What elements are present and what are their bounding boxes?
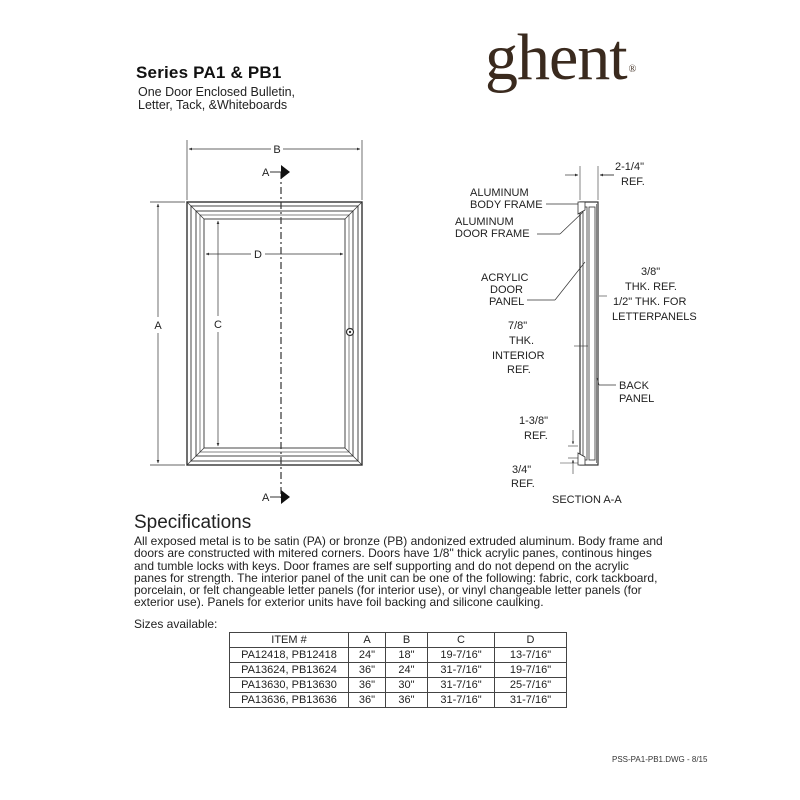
- registered-mark: ®: [628, 64, 636, 75]
- table-row: [230, 648, 567, 663]
- table-row: [230, 678, 567, 693]
- label-thk-4: LETTERPANELS: [612, 311, 697, 323]
- cell-c: 19-7/16": [428, 648, 495, 663]
- specifications-heading: Specifications: [134, 512, 252, 533]
- cell-a: 36": [349, 663, 386, 678]
- label-34-1: 3/4": [512, 464, 532, 476]
- section-caption: SECTION A-A: [552, 494, 622, 506]
- section-view-labels: [455, 161, 697, 506]
- section-mark-bottom: A: [262, 492, 270, 504]
- section-mark-top: A: [262, 167, 270, 179]
- sizes-table: [229, 632, 567, 708]
- cell-b: 36": [386, 693, 428, 708]
- header-b: B: [386, 633, 428, 648]
- label-back-2: PANEL: [619, 393, 655, 405]
- label-body-frame-2: BODY FRAME: [470, 199, 543, 211]
- sizes-label: Sizes available:: [134, 617, 218, 631]
- cell-d: 13-7/16": [495, 648, 567, 663]
- cell-item: PA13636, PB13636: [230, 693, 349, 708]
- header-a: A: [349, 633, 386, 648]
- drawing-reference: PSS-PA1-PB1.DWG - 8/15: [612, 755, 708, 764]
- cell-d: 25-7/16": [495, 678, 567, 693]
- cell-item: PA13624, PB13624: [230, 663, 349, 678]
- cell-b: 24": [386, 663, 428, 678]
- label-thk-2: THK. REF.: [625, 281, 677, 293]
- label-interior-1: 7/8": [508, 320, 528, 332]
- header-c: C: [428, 633, 495, 648]
- specifications-body: All exposed metal is to be satin (PA) or bronze (PB) andonized extruded aluminum. Body frame and doors are constructed with mitered corners. Doors have 1/8" thick acrylic panes, continous hinges and tumble locks with keys. Door frames are self supporting and do not depend on the acrylic panes for strength. The interior panel of the unit can be one of the following: fabric, cork tackboard, porcelain, or felt changeable letter panels (for interior use), or vinyl changeable letter panels (for exterior use). Panels for exterior units have foil backing and silicone caulking.: [134, 534, 663, 610]
- label-thk-3: 1/2" THK. FOR: [613, 296, 687, 308]
- label-34-2: REF.: [511, 478, 535, 490]
- acrylic-panel: [583, 207, 587, 460]
- label-body-frame-1: ALUMINUM: [470, 187, 529, 199]
- table-row: [230, 693, 567, 708]
- outer-frame: [187, 202, 362, 465]
- cell-item: PA13630, PB13630: [230, 678, 349, 693]
- cell-a: 24": [349, 648, 386, 663]
- label-back-1: BACK: [619, 380, 649, 392]
- table-row: [230, 663, 567, 678]
- front-view-labels: [154, 144, 280, 504]
- label-thk-1: 3/8": [641, 266, 661, 278]
- door-frame: [200, 215, 349, 452]
- cell-c: 31-7/16": [428, 663, 495, 678]
- label-interior-3: INTERIOR: [492, 350, 545, 362]
- label-c: C: [214, 319, 222, 331]
- cell-d: 31-7/16": [495, 693, 567, 708]
- logo-wordmark: ghent: [485, 21, 627, 94]
- label-a: A: [154, 320, 162, 332]
- cell-b: 18": [386, 648, 428, 663]
- label-depth-ref: REF.: [621, 176, 645, 188]
- label-138-2: REF.: [524, 430, 548, 442]
- header-item: ITEM #: [230, 633, 349, 648]
- label-b: B: [273, 144, 281, 156]
- cell-c: 31-7/16": [428, 678, 495, 693]
- label-138-1: 1-3/8": [519, 415, 548, 427]
- cell-d: 19-7/16": [495, 663, 567, 678]
- label-interior-4: REF.: [507, 364, 531, 376]
- label-acrylic-3: PANEL: [489, 296, 525, 308]
- series-title: Series PA1 & PB1: [136, 63, 282, 82]
- label-d: D: [254, 249, 262, 261]
- cell-b: 30": [386, 678, 428, 693]
- cell-a: 36": [349, 693, 386, 708]
- label-acrylic-2: DOOR: [490, 284, 523, 296]
- cell-c: 31-7/16": [428, 693, 495, 708]
- series-subtitle-line2: Letter, Tack, &Whiteboards: [138, 98, 288, 112]
- cell-item: PA12418, PB12418: [230, 648, 349, 663]
- interior-panel-section: [589, 207, 595, 460]
- series-subtitle-line1: One Door Enclosed Bulletin,: [138, 85, 296, 99]
- label-door-frame-2: DOOR FRAME: [455, 228, 530, 240]
- interior-panel: [204, 219, 345, 448]
- label-interior-2: THK.: [509, 335, 535, 347]
- label-door-frame-1: ALUMINUM: [455, 216, 514, 228]
- cell-a: 36": [349, 678, 386, 693]
- header-d: D: [495, 633, 567, 648]
- front-view: [150, 140, 362, 504]
- label-depth: 2-1/4": [615, 161, 644, 173]
- section-view: [527, 166, 616, 474]
- label-acrylic-1: ACRYLIC: [481, 272, 529, 284]
- table-header-row: [230, 633, 567, 648]
